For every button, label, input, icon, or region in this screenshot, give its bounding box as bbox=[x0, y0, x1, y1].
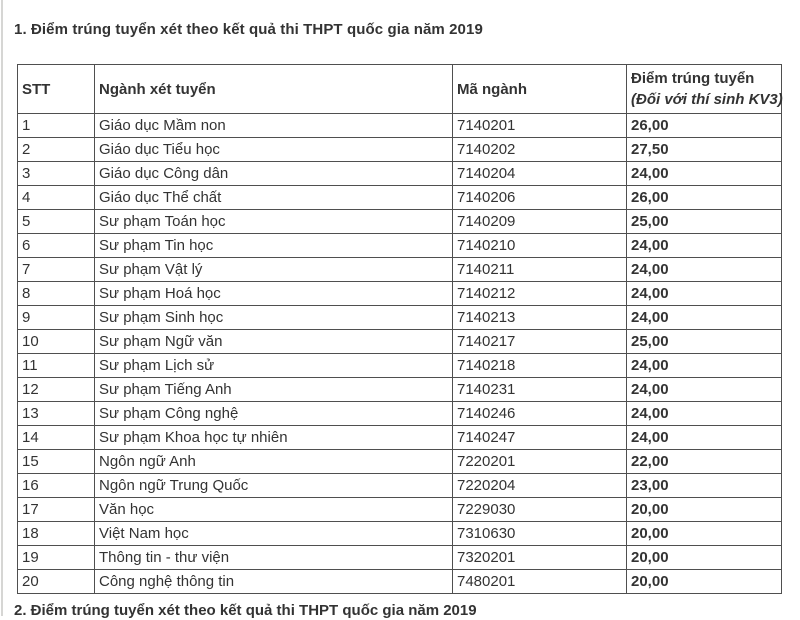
admission-scores-table bbox=[17, 64, 782, 594]
score-cell: 20,00 bbox=[627, 522, 782, 546]
table-row bbox=[18, 570, 782, 594]
major-cell: Sư phạm Công nghệ bbox=[95, 402, 453, 426]
major-cell: Sư phạm Sinh học bbox=[95, 306, 453, 330]
score-cell: 27,50 bbox=[627, 138, 782, 162]
stt-cell: 9 bbox=[18, 306, 95, 330]
score-cell: 24,00 bbox=[627, 402, 782, 426]
table-row bbox=[18, 282, 782, 306]
major-cell: Sư phạm Lịch sử bbox=[95, 354, 453, 378]
header-major: Ngành xét tuyển bbox=[95, 65, 453, 114]
stt-cell: 1 bbox=[18, 114, 95, 138]
score-cell: 20,00 bbox=[627, 570, 782, 594]
score-cell: 20,00 bbox=[627, 498, 782, 522]
stt-cell: 20 bbox=[18, 570, 95, 594]
major-cell: Giáo dục Thể chất bbox=[95, 186, 453, 210]
stt-cell: 18 bbox=[18, 522, 95, 546]
code-cell: 7229030 bbox=[453, 498, 627, 522]
code-cell: 7140211 bbox=[453, 258, 627, 282]
score-cell: 24,00 bbox=[627, 426, 782, 450]
code-cell: 7140206 bbox=[453, 186, 627, 210]
code-cell: 7140204 bbox=[453, 162, 627, 186]
major-cell: Sư phạm Tiếng Anh bbox=[95, 378, 453, 402]
code-cell: 7310630 bbox=[453, 522, 627, 546]
score-cell: 24,00 bbox=[627, 354, 782, 378]
table-header bbox=[18, 65, 782, 114]
table-row bbox=[18, 330, 782, 354]
stt-cell: 7 bbox=[18, 258, 95, 282]
major-cell: Giáo dục Mầm non bbox=[95, 114, 453, 138]
score-cell: 26,00 bbox=[627, 114, 782, 138]
header-stt: STT bbox=[18, 65, 95, 114]
score-cell: 24,00 bbox=[627, 306, 782, 330]
major-cell: Sư phạm Khoa học tự nhiên bbox=[95, 426, 453, 450]
table-row bbox=[18, 474, 782, 498]
table-row bbox=[18, 546, 782, 570]
table-row bbox=[18, 450, 782, 474]
stt-cell: 5 bbox=[18, 210, 95, 234]
stt-cell: 11 bbox=[18, 354, 95, 378]
code-cell: 7140246 bbox=[453, 402, 627, 426]
header-score-line1: Điểm trúng tuyển bbox=[631, 70, 755, 87]
major-cell: Công nghệ thông tin bbox=[95, 570, 453, 594]
score-cell: 24,00 bbox=[627, 378, 782, 402]
major-cell: Văn học bbox=[95, 498, 453, 522]
stt-cell: 17 bbox=[18, 498, 95, 522]
code-cell: 7140212 bbox=[453, 282, 627, 306]
header-code: Mã ngành bbox=[453, 65, 627, 114]
stt-cell: 19 bbox=[18, 546, 95, 570]
stt-cell: 10 bbox=[18, 330, 95, 354]
score-cell: 22,00 bbox=[627, 450, 782, 474]
score-cell: 24,00 bbox=[627, 258, 782, 282]
table-row bbox=[18, 306, 782, 330]
code-cell: 7140247 bbox=[453, 426, 627, 450]
table-row bbox=[18, 114, 782, 138]
code-cell: 7480201 bbox=[453, 570, 627, 594]
header-score bbox=[627, 65, 782, 114]
major-cell: Ngôn ngữ Anh bbox=[95, 450, 453, 474]
table-row bbox=[18, 402, 782, 426]
score-cell: 24,00 bbox=[627, 234, 782, 258]
stt-cell: 12 bbox=[18, 378, 95, 402]
code-cell: 7140213 bbox=[453, 306, 627, 330]
code-cell: 7140231 bbox=[453, 378, 627, 402]
page-title: 1. Điểm trúng tuyển xét theo kết quả thi THPT quốc gia năm 2019 bbox=[14, 21, 483, 38]
code-cell: 7140218 bbox=[453, 354, 627, 378]
score-cell: 23,00 bbox=[627, 474, 782, 498]
score-cell: 20,00 bbox=[627, 546, 782, 570]
stt-cell: 6 bbox=[18, 234, 95, 258]
score-cell: 24,00 bbox=[627, 282, 782, 306]
major-cell: Sư phạm Ngữ văn bbox=[95, 330, 453, 354]
table-row bbox=[18, 426, 782, 450]
table-row bbox=[18, 138, 782, 162]
score-cell: 26,00 bbox=[627, 186, 782, 210]
major-cell: Sư phạm Toán học bbox=[95, 210, 453, 234]
code-cell: 7140217 bbox=[453, 330, 627, 354]
major-cell: Sư phạm Tin học bbox=[95, 234, 453, 258]
code-cell: 7140201 bbox=[453, 114, 627, 138]
table-row bbox=[18, 186, 782, 210]
table-row bbox=[18, 498, 782, 522]
major-cell: Giáo dục Tiểu học bbox=[95, 138, 453, 162]
major-cell: Việt Nam học bbox=[95, 522, 453, 546]
table-row bbox=[18, 258, 782, 282]
stt-cell: 4 bbox=[18, 186, 95, 210]
code-cell: 7320201 bbox=[453, 546, 627, 570]
header-score-line2: (Đối với thí sinh KV3) bbox=[631, 91, 783, 108]
stt-cell: 13 bbox=[18, 402, 95, 426]
major-cell: Sư phạm Hoá học bbox=[95, 282, 453, 306]
stt-cell: 14 bbox=[18, 426, 95, 450]
code-cell: 7140202 bbox=[453, 138, 627, 162]
table-row bbox=[18, 162, 782, 186]
major-cell: Giáo dục Công dân bbox=[95, 162, 453, 186]
table-row bbox=[18, 522, 782, 546]
score-cell: 25,00 bbox=[627, 330, 782, 354]
stt-cell: 2 bbox=[18, 138, 95, 162]
major-cell: Ngôn ngữ Trung Quốc bbox=[95, 474, 453, 498]
stt-cell: 8 bbox=[18, 282, 95, 306]
score-cell: 25,00 bbox=[627, 210, 782, 234]
page-left-edge bbox=[1, 0, 3, 616]
code-cell: 7220204 bbox=[453, 474, 627, 498]
table-row bbox=[18, 354, 782, 378]
table-row bbox=[18, 378, 782, 402]
code-cell: 7140210 bbox=[453, 234, 627, 258]
stt-cell: 16 bbox=[18, 474, 95, 498]
header-row bbox=[18, 65, 782, 114]
stt-cell: 3 bbox=[18, 162, 95, 186]
table-row bbox=[18, 234, 782, 258]
major-cell: Sư phạm Vật lý bbox=[95, 258, 453, 282]
clipped-next-heading: 2. Điểm trúng tuyển xét theo kết quả thi THPT quốc gia năm 2019 bbox=[14, 602, 477, 619]
score-cell: 24,00 bbox=[627, 162, 782, 186]
stt-cell: 15 bbox=[18, 450, 95, 474]
code-cell: 7140209 bbox=[453, 210, 627, 234]
table-row bbox=[18, 210, 782, 234]
table-body bbox=[18, 114, 782, 594]
code-cell: 7220201 bbox=[453, 450, 627, 474]
major-cell: Thông tin - thư viện bbox=[95, 546, 453, 570]
